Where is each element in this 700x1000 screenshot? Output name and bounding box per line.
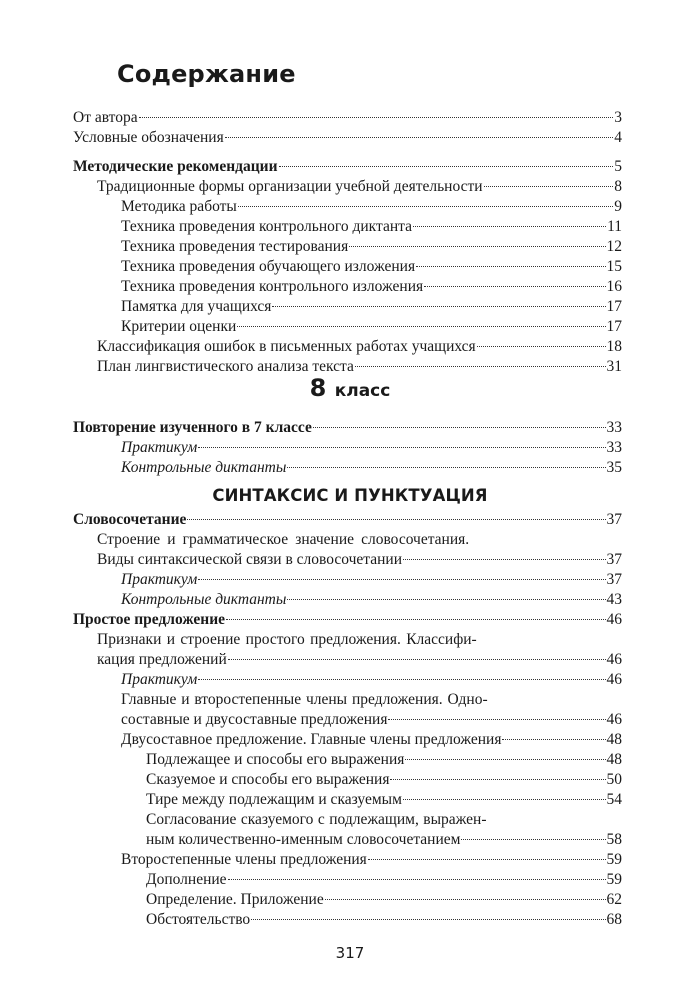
leader-dots [187, 519, 605, 520]
grade-word: класс [334, 381, 391, 401]
toc-page-number: 37 [606, 511, 622, 528]
grade-number: 8 [309, 374, 327, 402]
toc-entry-object[interactable] [0, 870, 700, 890]
toc-entry-text: Согласование сказуемого с подлежащим, выражен- [146, 811, 487, 828]
toc-entry-agreement-line1[interactable] [0, 810, 700, 830]
toc-page-number: 33 [606, 439, 622, 456]
toc-entry-text: Техника проведения тестирования [121, 238, 349, 255]
leader-dots [388, 719, 605, 720]
leader-dots [198, 579, 605, 580]
toc-entry-text: Виды синтаксической связи в словосочетании [97, 551, 402, 568]
toc-entry-practicum[interactable] [0, 438, 700, 458]
toc-entry-text: Дополнение [146, 871, 227, 888]
leader-dots [502, 739, 605, 740]
toc-page-number: 48 [606, 751, 622, 768]
toc-page-number: 54 [606, 791, 622, 808]
leader-dots [403, 799, 606, 800]
toc-page-number: 3 [614, 109, 622, 126]
leader-dots [416, 266, 605, 267]
toc-entry-control-summary[interactable] [0, 277, 700, 297]
toc-entry-text: От автора [73, 109, 138, 126]
leader-dots [424, 286, 605, 287]
leader-dots [272, 306, 605, 307]
toc-entry-text: Определение. Приложение [146, 891, 324, 908]
leader-dots [461, 839, 605, 840]
toc-page-number: 50 [606, 771, 622, 788]
toc-entry-text: составные и двусоставные предложения [121, 711, 388, 728]
toc-page-number: 37 [606, 571, 622, 588]
leader-dots [413, 226, 606, 227]
toc-entry-review[interactable] [0, 418, 700, 438]
toc-entry-text: Двусоставное предложение. Главные члены предложения [121, 731, 502, 748]
toc-entry-text: Строение и грамматическое значение словосочетания. [97, 531, 470, 548]
leader-dots [198, 447, 605, 448]
leader-dots [139, 117, 614, 118]
toc-page-number: 11 [607, 218, 622, 235]
toc-entry-testing[interactable] [0, 237, 700, 257]
toc-entry-text: Словосочетание [73, 511, 187, 528]
toc-entry-dash[interactable] [0, 790, 700, 810]
toc-entry-members-line1[interactable] [0, 690, 700, 710]
leader-dots [405, 759, 605, 760]
toc-entry-text: Памятка для учащихся [121, 298, 272, 315]
toc-entry-text: Контрольные диктанты [121, 591, 287, 608]
toc-page-number: 35 [606, 459, 622, 476]
toc-entry-text: Техника проведения обучающего изложения [121, 258, 416, 275]
toc-entry-two-part-sentence[interactable] [0, 730, 700, 750]
toc-entry-attribute[interactable] [0, 890, 700, 910]
toc-entry-from-author[interactable] [0, 108, 700, 128]
toc-page-number: 15 [606, 258, 622, 275]
toc-page-number: 43 [606, 591, 622, 608]
toc-entry-text: Техника проведения контрольного диктанта [121, 218, 412, 235]
toc-entry-text: Традиционные формы организации учебной деятельности [97, 178, 483, 195]
toc-entry-text: Признаки и строение простого предложения. Классифи- [97, 631, 477, 648]
leader-dots [238, 206, 613, 207]
toc-entry-control-dictation[interactable] [0, 217, 700, 237]
toc-entry-assessment-criteria[interactable] [0, 317, 700, 337]
toc-entry-text: Тире между подлежащим и сказуемым [146, 791, 402, 808]
toc-page-number: 46 [606, 651, 622, 668]
toc-entry-word-combination[interactable] [0, 510, 700, 530]
toc-page-number: 46 [606, 611, 622, 628]
toc-page-number: 33 [606, 419, 622, 436]
toc-entry-simple-sentence[interactable] [0, 610, 700, 630]
toc-entry-text: Практикум [121, 671, 198, 688]
toc-entry-text: Условные обозначения [73, 129, 224, 146]
toc-entry-text: Обстоятельство [146, 911, 251, 928]
toc-page-number: 48 [606, 731, 622, 748]
leader-dots [287, 467, 605, 468]
toc-page-number: 17 [606, 298, 622, 315]
leader-dots [279, 166, 614, 167]
toc-entry-control-dictations[interactable] [0, 458, 700, 478]
toc-entry-text: Второстепенные члены предложения [121, 851, 367, 868]
leader-dots [251, 919, 605, 920]
page-number: 317 [335, 944, 365, 962]
leader-dots [313, 427, 606, 428]
leader-dots [477, 346, 606, 347]
toc-page-number: 17 [606, 318, 622, 335]
toc-entry-features-line1[interactable] [0, 630, 700, 650]
toc-entry-text: Подлежащее и способы его выражения [146, 751, 405, 768]
toc-entry-text: Методические рекомендации [73, 158, 278, 175]
toc-title: Содержание [117, 60, 296, 88]
toc-page-number: 5 [614, 158, 622, 175]
toc-entry-text: План лингвистического анализа текста [97, 358, 354, 375]
toc-entry-text: кация предложений [97, 651, 227, 668]
toc-entry-features-line2[interactable] [0, 650, 700, 670]
leader-dots [228, 659, 606, 660]
toc-entry-text: Критерии оценки [121, 318, 237, 335]
toc-page-number: 16 [606, 278, 622, 295]
toc-entry-text: Практикум [121, 439, 198, 456]
toc-page-number: 31 [606, 358, 622, 375]
toc-entry-teaching-summary[interactable] [0, 257, 700, 277]
toc-page-number: 37 [606, 551, 622, 568]
grade-heading [0, 374, 700, 402]
leader-dots [403, 559, 606, 560]
toc-entry-subject[interactable] [0, 750, 700, 770]
leader-dots [287, 599, 605, 600]
toc-entry-adverbial[interactable] [0, 910, 700, 930]
leader-dots [237, 326, 605, 327]
section-heading: СИНТАКСИС И ПУНКТУАЦИЯ [212, 486, 488, 505]
toc-entry-agreement-line2[interactable] [0, 830, 700, 850]
toc-page-number: 46 [606, 711, 622, 728]
toc-entry-practicum[interactable] [0, 570, 700, 590]
toc-entry-text: Классификация ошибок в письменных работах учащихся [97, 338, 476, 355]
leader-dots [484, 186, 614, 187]
toc-entry-structure-line[interactable] [0, 530, 700, 550]
toc-entry-method-recommendations[interactable] [0, 157, 700, 177]
toc-page-number: 18 [606, 338, 622, 355]
toc-entry-text: Практикум [121, 571, 198, 588]
toc-entry-text: Простое предложение [73, 611, 226, 628]
toc-entry-members-line2[interactable] [0, 710, 700, 730]
toc-page-number: 12 [606, 238, 622, 255]
leader-dots [368, 859, 606, 860]
leader-dots [390, 779, 605, 780]
leader-dots [355, 366, 606, 367]
toc-entry-control-dictations[interactable] [0, 590, 700, 610]
toc-entry-text: Контрольные диктанты [121, 459, 287, 476]
toc-page-number: 4 [614, 129, 622, 146]
toc-entry-practicum[interactable] [0, 670, 700, 690]
toc-entry-text: ным количественно-именным словосочетанием [146, 831, 461, 848]
toc-entry-secondary-members[interactable] [0, 850, 700, 870]
leader-dots [325, 899, 606, 900]
toc-page-number: 59 [606, 871, 622, 888]
toc-entry-student-memo[interactable] [0, 297, 700, 317]
toc-page-number: 58 [606, 831, 622, 848]
toc-entry-text: Техника проведения контрольного изложения [121, 278, 424, 295]
toc-page-number: 68 [606, 911, 622, 928]
leader-dots [226, 619, 605, 620]
toc-entry-error-classification[interactable] [0, 337, 700, 357]
toc-entry-work-method[interactable] [0, 197, 700, 217]
toc-entry-syntactic-links[interactable] [0, 550, 700, 570]
toc-entry-traditional-forms[interactable] [0, 177, 700, 197]
toc-page-number: 46 [606, 671, 622, 688]
toc-entry-text: Методика работы [121, 198, 237, 215]
toc-page-number: 62 [606, 891, 622, 908]
leader-dots [349, 246, 605, 247]
toc-page-number: 59 [606, 851, 622, 868]
toc-entry-legend[interactable] [0, 128, 700, 148]
toc-entry-predicate[interactable] [0, 770, 700, 790]
leader-dots [228, 879, 606, 880]
toc-entry-text: Главные и второстепенные члены предложения. Одно- [121, 691, 488, 708]
leader-dots [225, 137, 614, 138]
toc-entry-text: Сказуемое и способы его выражения [146, 771, 390, 788]
toc-page-number: 8 [614, 178, 622, 195]
leader-dots [198, 679, 605, 680]
toc-page-number: 9 [614, 198, 622, 215]
toc-entry-text: Повторение изученного в 7 классе [73, 419, 312, 436]
